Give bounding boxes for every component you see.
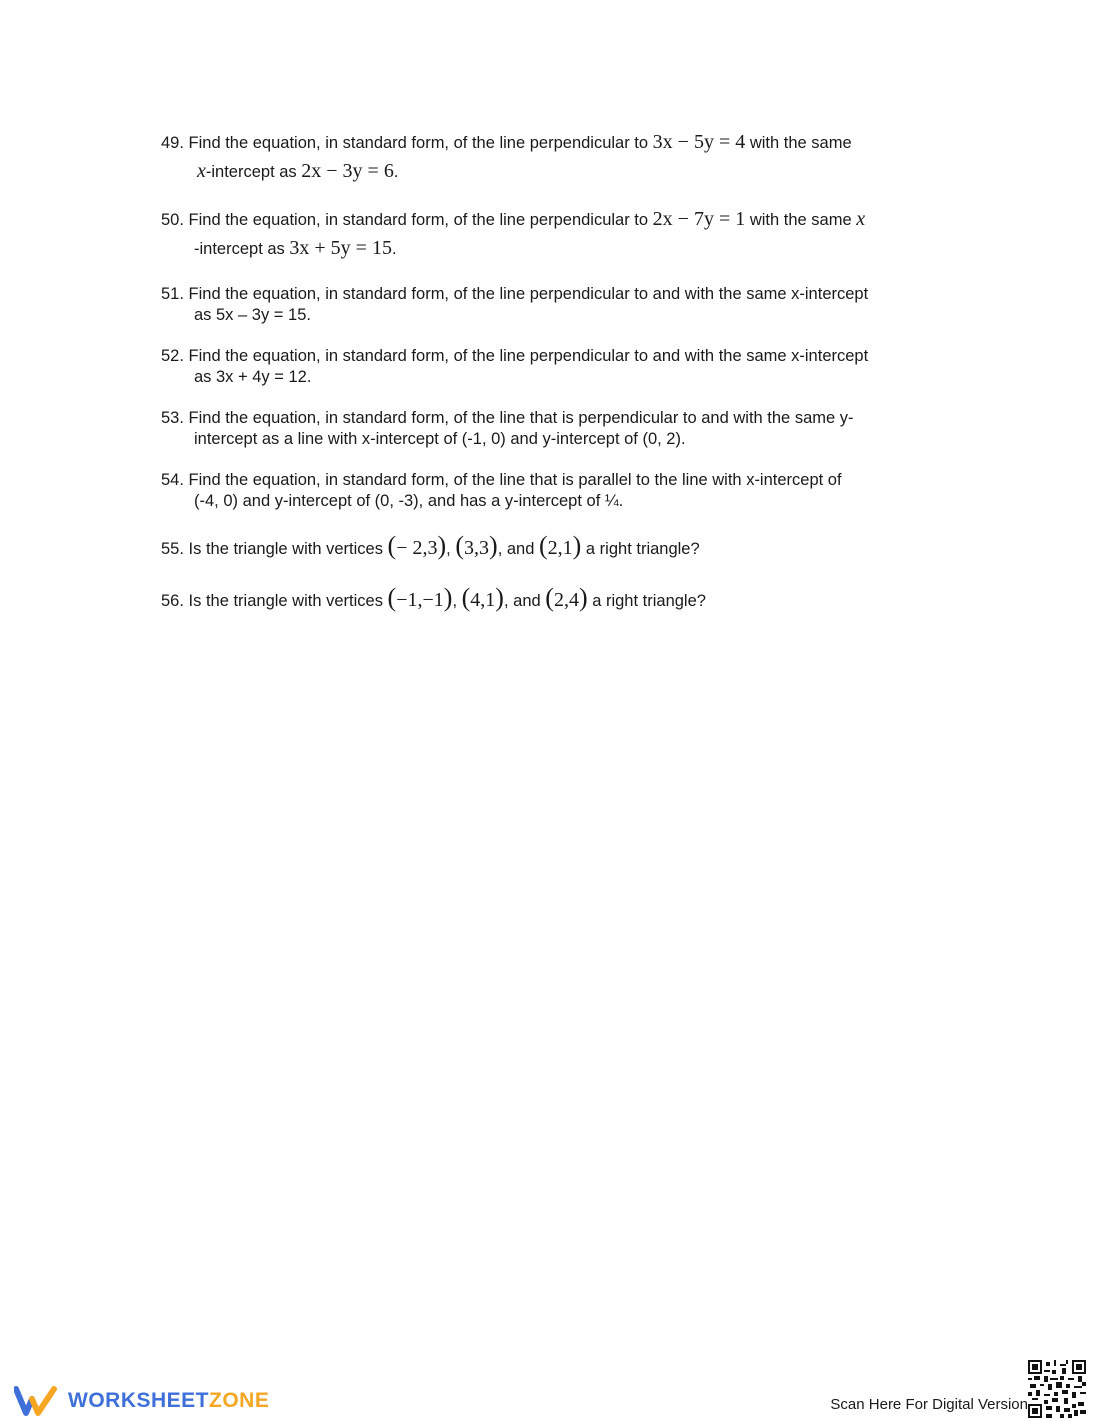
problem-number: 56.: [161, 592, 184, 610]
vertex-2: (4,1): [461, 583, 504, 612]
problem-54: [161, 470, 842, 512]
problem-number: 55.: [161, 540, 184, 558]
problem-text: Find the equation, in standard form, of the line perpendicular to: [188, 134, 649, 152]
problem-53: [161, 408, 854, 450]
problem-52: [161, 346, 868, 388]
problem-number: 49.: [161, 134, 184, 152]
problem-text: as 5x – 3y = 15.: [194, 306, 311, 324]
problem-50: [161, 205, 865, 263]
vertex-2: (3,3): [455, 531, 498, 560]
problem-text: Find the equation, in standard form, of the line perpendicular to and with the same x-intercept: [188, 285, 869, 303]
problem-text: Find the equation, in standard form, of the line that is parallel to the line with x-intercept of: [188, 471, 842, 489]
problem-text: -intercept as: [205, 163, 297, 181]
problem-number: 51.: [161, 285, 184, 303]
vertex-3: (2,1): [538, 531, 582, 560]
problem-56: 56. Is the triangle with vertices (−1,−1), (4,1), and (2,4) a right triangle?: [161, 583, 706, 612]
scan-label: Scan Here For Digital Version: [830, 1396, 1028, 1413]
qr-code-icon[interactable]: [1028, 1360, 1086, 1418]
problem-text: Is the triangle with vertices: [188, 592, 383, 610]
problem-text: Find the equation, in standard form, of the line that is perpendicular to and with the same y-: [188, 409, 854, 427]
vertex-1: (−1,−1): [387, 583, 453, 612]
problem-55: 55. Is the triangle with vertices (− 2,3), (3,3), and (2,1) a right triangle?: [161, 531, 700, 560]
problem-text: as 3x + 4y = 12.: [194, 368, 312, 386]
conjunction: and: [506, 540, 535, 558]
problem-text: (-4, 0) and y-intercept of (0, -3), and has a y-intercept of ¼.: [194, 492, 624, 510]
problem-49: [161, 128, 852, 186]
problem-number: 54.: [161, 471, 184, 489]
vertex-3: (2,4): [545, 583, 588, 612]
problem-text: with the same: [749, 211, 852, 229]
problem-text: a right triangle?: [585, 540, 700, 558]
equation: 3x − 5y = 4: [652, 131, 746, 153]
problem-number: 53.: [161, 409, 184, 427]
brand-name: WORKSHEETZONE: [68, 1389, 270, 1412]
problem-text: Find the equation, in standard form, of the line perpendicular to and with the same x-intercept: [188, 347, 869, 365]
equation: 2x − 3y = 6: [301, 160, 394, 182]
vertex-1: (− 2,3): [387, 531, 447, 560]
equation: 3x + 5y = 15: [289, 237, 392, 259]
problem-text: a right triangle?: [592, 592, 706, 610]
period: .: [391, 240, 397, 258]
variable: x: [197, 160, 206, 182]
brand-logo[interactable]: [14, 1384, 269, 1418]
equation: 2x − 7y = 1: [652, 208, 746, 230]
conjunction: and: [513, 592, 541, 610]
problem-number: 50.: [161, 211, 184, 229]
variable: x: [856, 208, 866, 230]
problem-text: intercept as a line with x-intercept of (-1, 0) and y-intercept of (0, 2).: [194, 430, 686, 448]
problem-text: -intercept as: [194, 240, 285, 258]
worksheetzone-logo-icon: [14, 1385, 60, 1417]
problem-51: [161, 284, 868, 326]
problem-number: 52.: [161, 347, 184, 365]
problem-text: Find the equation, in standard form, of the line perpendicular to: [188, 211, 649, 229]
problem-text: Is the triangle with vertices: [188, 540, 383, 558]
problem-text: with the same: [749, 134, 852, 152]
period: .: [393, 163, 399, 181]
